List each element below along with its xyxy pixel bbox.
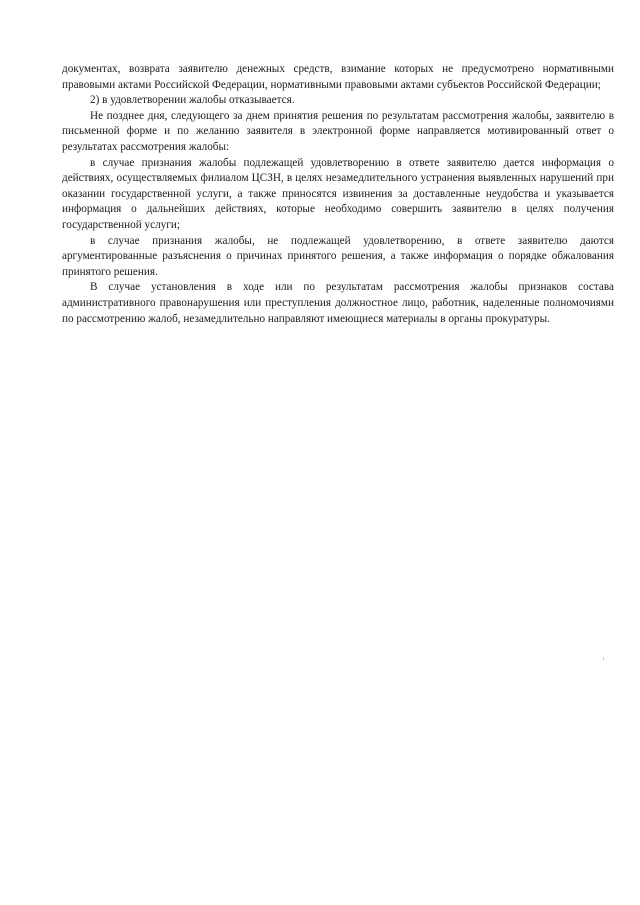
paragraph-continuation: документах, возврата заявителю денежных средств, взимание которых не предусмотрено нормативными правовыми актами Российской Федерации, нормативными правовыми актами субъектов Российской Федерации;	[62, 63, 614, 91]
paragraph-prosecution-referral: В случае установления в ходе или по результатам рассмотрения жалобы признаков состава административного правонарушения или преступления должностное лицо, работник, наделенные полномочиями по рассмотрению жалоб, незамедлительно направляют имеющиеся материалы в органы прокуратуры.	[62, 281, 614, 325]
scan-speck	[603, 657, 604, 660]
paragraph-complaint-satisfied: в случае признания жалобы подлежащей удовлетворению в ответе заявителю дается информация о действиях, осуществляемых филиалом ЦСЗН, в целях незамедлительного устранения выявленных нарушений при оказании государственной услуги, а также приносятся извинения за доставленные неудобства и указывается информация о дальнейших действиях, которые необходимо совершить заявителю в целях получения государственной услуги;	[62, 156, 614, 231]
paragraph-response-deadline: Не позднее дня, следующего за днем принятия решения по результатам рассмотрения жалобы, заявителю в письменной форме и по желанию заявителя в электронной форме направляется мотивированный ответ о результатах рассмотрения жалобы:	[62, 109, 614, 153]
paragraph-refusal-item: 2) в удовлетворении жалобы отказывается.	[90, 94, 295, 107]
paragraph-complaint-rejected: в случае признания жалобы, не подлежащей удовлетворению, в ответе заявителю даются аргументированные разъяснения о причинах принятого решения, а также информация о порядке обжалования принятого решения.	[62, 234, 614, 278]
document-body	[62, 62, 614, 327]
